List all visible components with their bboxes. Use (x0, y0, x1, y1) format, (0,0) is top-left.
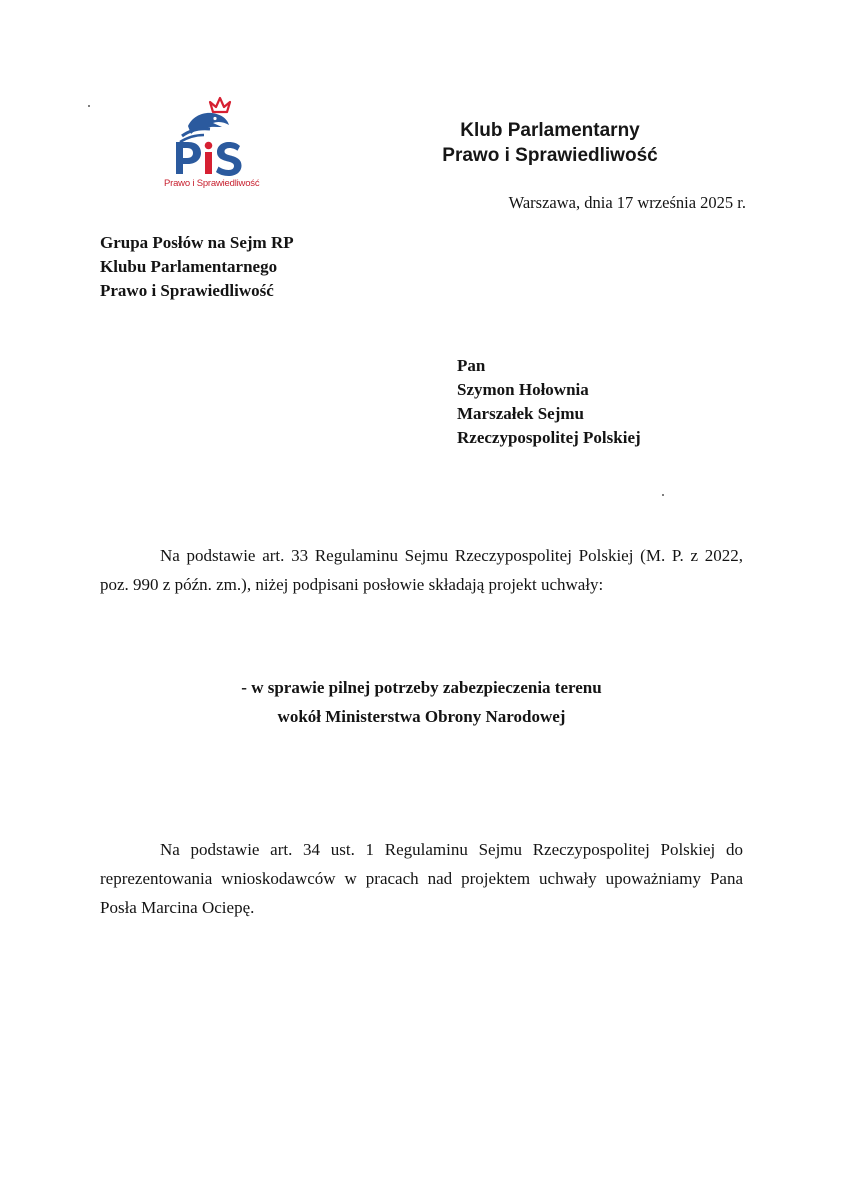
sender-line3: Prawo i Sprawiedliwość (100, 281, 274, 300)
sender-line1: Grupa Posłów na Sejm RP (100, 233, 294, 252)
recipient-block (457, 354, 641, 450)
scan-speck (88, 105, 90, 107)
recipient-institution: Rzeczypospolitej Polskiej (457, 428, 641, 447)
club-header (400, 118, 700, 168)
body-paragraph-1 (100, 541, 743, 599)
subject-line1: - w sprawie pilnej potrzeby zabezpieczenia terenu (241, 678, 602, 697)
body-paragraph-2 (100, 835, 743, 922)
resolution-subject (100, 673, 743, 731)
logo-tagline: Prawo i Sprawiedliwość (164, 178, 260, 189)
sender-line2: Klubu Parlamentarnego (100, 257, 278, 276)
club-name-line2: Prawo i Sprawiedliwość (442, 145, 658, 166)
eagle-crown-icon (160, 94, 260, 178)
sender-block (100, 231, 294, 303)
recipient-title: Marszałek Sejmu (457, 404, 585, 423)
pis-logo (160, 94, 260, 194)
body-paragraph-2-text: Na podstawie art. 34 ust. 1 Regulaminu Sejmu Rzeczypospolitej Polskiej do reprezentowania wnioskodawców w pracach nad projektem uchwały upoważniamy Pana Posła Marcina Ociepę. (100, 840, 743, 917)
subject-line2: wokół Ministerstwa Obrony Narodowej (277, 707, 566, 726)
club-name-line1: Klub Parlamentarny (460, 120, 640, 141)
recipient-salutation: Pan (457, 356, 486, 375)
recipient-name: Szymon Hołownia (457, 380, 589, 399)
date-line: Warszawa, dnia 17 września 2025 r. (508, 193, 746, 212)
body-paragraph-1-text: Na podstawie art. 33 Regulaminu Sejmu Rzeczypospolitej Polskiej (M. P. z 2022, poz. 990 z późn. zm.), niżej podpisani posłowie składają projekt uchwały: (100, 546, 743, 594)
scan-speck (662, 494, 664, 496)
